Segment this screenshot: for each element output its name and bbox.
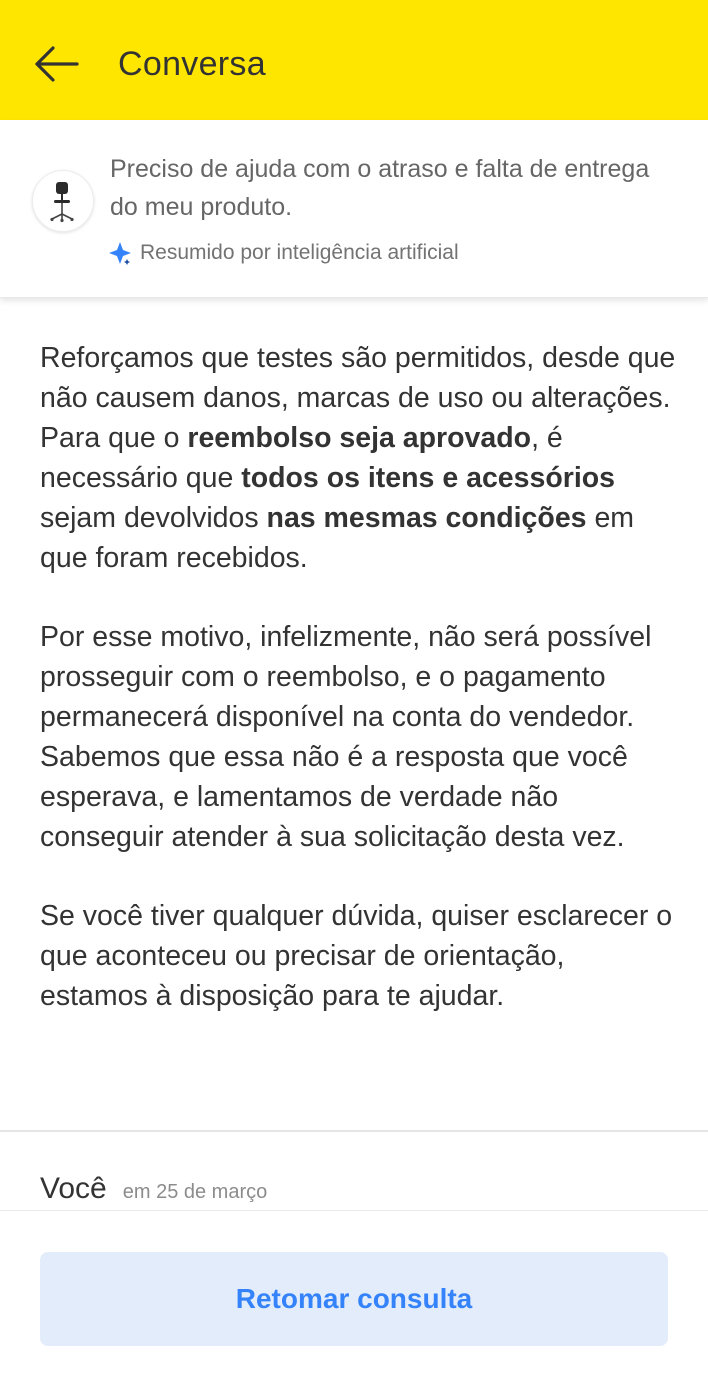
message-paragraph	[40, 338, 680, 578]
resume-consultation-button[interactable]: Retomar consulta	[40, 1252, 668, 1346]
message-date: em 25 de março	[122, 1181, 268, 1203]
message-text: Se você tiver qualquer dúvida, quiser esclarecer o que aconteceu ou precisar de orientação, estamos à disposição para te ajudar.	[40, 900, 673, 1012]
message-emphasis: reembolso seja aprovado	[187, 422, 532, 454]
sender-name: Você	[40, 1172, 107, 1205]
back-button[interactable]	[28, 38, 84, 90]
ai-summary-note	[108, 238, 459, 268]
message-text: Por esse motivo, infelizmente, não será possível prosseguir com o reembolso, e o pagamento permanecerá disponível na conta do vendedor. Sabemos que essa não é a resposta que você esperava, e lamentamos de verdade não conseguir atender à sua solicitação desta vez.	[40, 621, 652, 853]
next-message-header	[40, 1172, 267, 1206]
summary-text: Preciso de ajuda com o atraso e falta de entrega do meu produto.	[110, 155, 650, 221]
message-body	[40, 338, 680, 1055]
message-emphasis: nas mesmas condições	[266, 502, 587, 534]
office-chair-icon	[46, 179, 80, 223]
message-paragraph	[40, 617, 680, 857]
arrow-left-icon	[33, 46, 79, 82]
footer-divider	[0, 1210, 708, 1211]
message-text: sejam devolvidos	[40, 502, 267, 534]
product-thumbnail	[32, 170, 94, 232]
message-paragraph	[40, 896, 680, 1016]
ai-summary-label: Resumido por inteligência artificial	[140, 241, 459, 264]
message-emphasis: todos os itens e acessórios	[241, 462, 616, 494]
message-text: Reforçamos que testes são permitidos, desde que não causem danos, marcas de uso ou alterações. Para que o	[40, 342, 676, 454]
message-text: , é necessário que	[40, 422, 563, 494]
message-divider	[0, 1130, 708, 1132]
sparkle-icon	[108, 241, 132, 265]
page-title: Conversa	[118, 45, 266, 83]
top-app-bar	[0, 0, 708, 120]
message-text: em que foram recebidos.	[40, 502, 635, 574]
